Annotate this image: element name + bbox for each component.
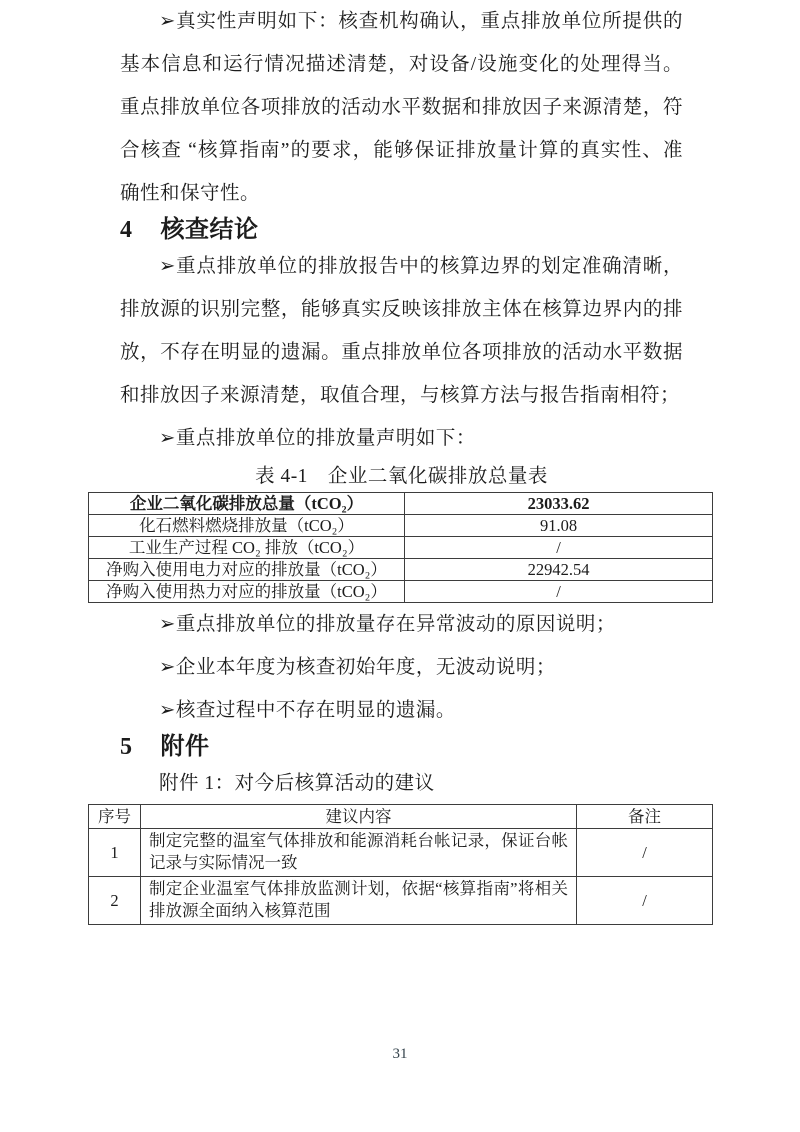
- emission-row-value: 22942.54: [405, 559, 713, 581]
- section-5-number: 5: [120, 734, 133, 760]
- table-row: [89, 493, 713, 515]
- table-row: [89, 877, 713, 925]
- emission-row-value: 91.08: [405, 515, 713, 537]
- table-row: [89, 829, 713, 877]
- section-5-title: 附件: [160, 734, 210, 760]
- emissions-total-table: [88, 492, 713, 603]
- table-row: [89, 559, 713, 581]
- table-row: [89, 515, 713, 537]
- header-suggestion-content: 建议内容: [141, 805, 577, 829]
- attachment-1-title: 附件 1：对今后核算活动的建议: [159, 773, 435, 794]
- suggestions-table: [88, 804, 713, 925]
- emission-row-label: 工业生产过程 CO₂ 排放（tCO₂）: [89, 537, 405, 559]
- authenticity-statement-paragraph: ➢真实性声明如下：核查机构确认，重点排放单位所提供的基本信息和运行情况描述清楚，对设备/设施变化的处理得当。重点排放单位各项排放的活动水平数据和排放因子来源清楚，符合核查 “核算指南”的要求，能够保证排放量计算的真实性、准确性和保守性。: [120, 11, 683, 204]
- header-note: 备注: [577, 805, 713, 829]
- emission-row-label: 化石燃料燃烧排放量（tCO₂）: [89, 515, 405, 537]
- section-5-heading: [120, 732, 683, 762]
- boundary-conclusion-paragraph: ➢重点排放单位的排放报告中的核算边界的划定准确清晰，排放源的识别完整，能够真实反映该排放主体在核算边界内的排放，不存在明显的遗漏。重点排放单位各项排放的活动水平数据和排放因子来源清楚，取值合理，与核算方法与报告指南相符；: [120, 256, 683, 406]
- document-content: [98, 0, 683, 925]
- table-header-row: [89, 805, 713, 829]
- header-seq-no: 序号: [89, 805, 141, 829]
- emission-statement-paragraph: ➢重点排放单位的排放量声明如下：: [159, 428, 476, 449]
- fluctuation-paragraph: ➢重点排放单位的排放量存在异常波动的原因说明；: [159, 614, 616, 635]
- suggestion-content: 制定企业温室气体排放监测计划，依据“核算指南”将相关排放源全面纳入核算范围: [141, 877, 577, 925]
- section-4-heading: [120, 215, 683, 245]
- table-row: [89, 581, 713, 603]
- table-row: [89, 537, 713, 559]
- suggestion-no: 1: [89, 829, 141, 877]
- no-omission-paragraph: ➢核查过程中不存在明显的遗漏。: [159, 700, 456, 721]
- section-4-title: 核查结论: [160, 217, 259, 243]
- table-4-1-caption: 表 4-1 企业二氧化碳排放总量表: [255, 466, 548, 487]
- emission-row-label: 净购入使用热力对应的排放量（tCO₂）: [89, 581, 405, 603]
- emission-row-label: 净购入使用电力对应的排放量（tCO₂）: [89, 559, 405, 581]
- suggestion-note: /: [577, 829, 713, 877]
- suggestion-note: /: [577, 877, 713, 925]
- emission-row-value: /: [405, 581, 713, 603]
- emission-row-label: 企业二氧化碳排放总量（tCO₂）: [89, 493, 405, 515]
- emission-row-value: 23033.62: [405, 493, 713, 515]
- emission-row-value: /: [405, 537, 713, 559]
- section-4-number: 4: [120, 217, 133, 243]
- page-number: 31: [392, 1046, 408, 1062]
- suggestion-content: 制定完整的温室气体排放和能源消耗台帐记录，保证台帐记录与实际情况一致: [141, 829, 577, 877]
- initial-year-paragraph: ➢企业本年度为核查初始年度，无波动说明；: [159, 657, 556, 678]
- suggestion-no: 2: [89, 877, 141, 925]
